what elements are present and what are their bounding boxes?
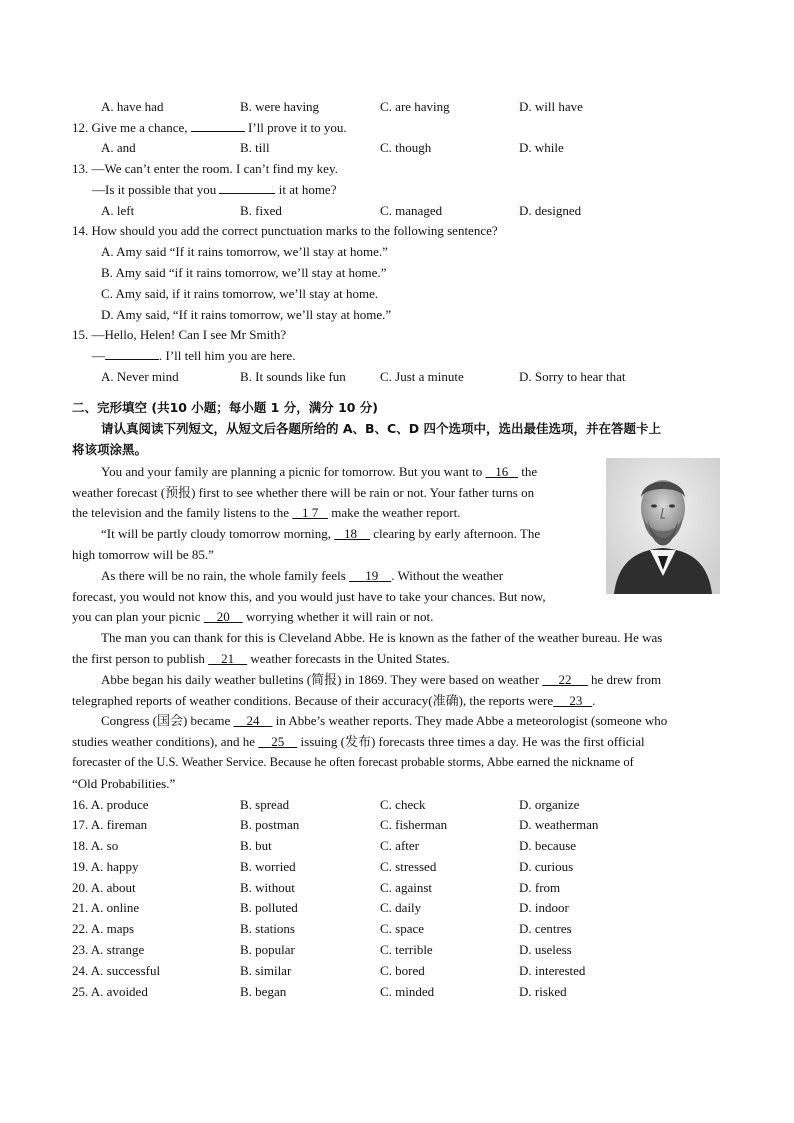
q13-option-c: C. managed — [380, 203, 443, 218]
q20-option-a: 20. A. about — [72, 880, 136, 895]
q13-line2-start: —Is it possible that you — [92, 182, 217, 197]
q11-option-d: D. will have — [519, 99, 583, 114]
q15-option-b: B. It sounds like fun — [240, 369, 346, 384]
blank-24-number: 24 — [246, 713, 260, 728]
q25-option-d: D. risked — [519, 984, 567, 999]
q17-option-a: 17. A. fireman — [72, 817, 148, 832]
blank-23-number: 23 — [569, 693, 583, 708]
passage-p3-line1 — [101, 565, 503, 586]
q22-option-b: B. stations — [240, 921, 295, 936]
q19-option-c: C. stressed — [380, 859, 437, 874]
q12-option-a: A. and — [101, 140, 136, 155]
q24-option-b: B. similar — [240, 963, 292, 978]
q16-option-c: C. check — [380, 797, 426, 812]
passage-p3-text4: worrying whether it will rain or not. — [246, 609, 434, 624]
q21-option-d: D. indoor — [519, 900, 569, 915]
blank-23 — [553, 693, 592, 708]
blank-17-number: 1 7 — [301, 505, 319, 520]
q13-blank — [219, 180, 275, 194]
q18-option-d: D. because — [519, 838, 577, 853]
passage-p4-line1: The man you can thank for this is Cleveland Abbe. He is known as the father of the weather bureau. He was — [101, 630, 663, 645]
q16-option-b: B. spread — [240, 797, 290, 812]
passage-p6-line1 — [101, 710, 667, 731]
passage-p6-text4: issuing (发布) forecasts three times a day. He was the first official — [300, 734, 645, 749]
passage-p1-text3: the television and the family listens to the — [72, 505, 289, 520]
passage-p5-line2 — [72, 690, 595, 711]
passage-p1-line2: weather forecast (预报) first to see whether there will be rain or not. Your father turns on — [72, 485, 535, 500]
passage-p6-text3: studies weather conditions), and he — [72, 734, 256, 749]
passage-p4-text2: weather forecasts in the United States. — [250, 651, 450, 666]
blank-22 — [542, 672, 588, 687]
q15-option-d: D. Sorry to hear that — [519, 369, 626, 384]
q17-option-c: C. fisherman — [380, 817, 448, 832]
q22-option-c: C. space — [380, 921, 425, 936]
q12-option-c: C. though — [380, 140, 432, 155]
passage-p3-line2: forecast, you would not know this, and you would just have to take your chances. But now, — [72, 589, 546, 604]
q14-stem: 14. How should you add the correct punctuation marks to the following sentence? — [72, 223, 498, 238]
q12-stem-end: I’ll prove it to you. — [248, 120, 347, 135]
q12-blank — [191, 118, 245, 132]
q16-option-a: 16. A. produce — [72, 797, 149, 812]
passage-p6-text2: in Abbe’s weather reports. They made Abbe a meteorologist (someone who — [275, 713, 668, 728]
q11-option-a: A. have had — [101, 99, 164, 114]
blank-20 — [204, 609, 243, 624]
blank-21 — [208, 651, 247, 666]
blank-20-number: 20 — [216, 609, 230, 624]
q15-line2-end: . I’ll tell him you are here. — [159, 348, 296, 363]
q13-option-a: A. left — [101, 203, 135, 218]
section-heading: 二、完形填空 (共10 小题；每小题 1 分，满分 10 分) — [72, 400, 379, 415]
q15-line1: 15. —Hello, Helen! Can I see Mr Smith? — [72, 327, 287, 342]
q21-option-a: 21. A. online — [72, 900, 140, 915]
q12-stem-start: 12. Give me a chance, — [72, 120, 188, 135]
q13-option-d: D. designed — [519, 203, 582, 218]
passage-p3-line3 — [72, 606, 433, 627]
passage-p6-line4: “Old Probabilities.” — [72, 776, 176, 791]
passage-p2-line2: high tomorrow will be 85.” — [72, 547, 214, 562]
passage-p6-line3: forecaster of the U.S. Weather Service. Because he often forecast probable storms, Abbe earned the nickname of — [72, 755, 634, 769]
q12-stem — [72, 117, 347, 138]
q15-line2-start: — — [92, 348, 105, 363]
q13-line1: 13. —We can’t enter the room. I can’t find my key. — [72, 161, 338, 176]
q23-option-c: C. terrible — [380, 942, 433, 957]
q21-option-b: B. polluted — [240, 900, 298, 915]
blank-25-number: 25 — [271, 734, 285, 749]
passage-p1-text2: the — [521, 464, 538, 479]
q18-option-a: 18. A. so — [72, 838, 119, 853]
q14-option-b: B. Amy said “if it rains tomorrow, we’ll stay at home.” — [101, 265, 387, 280]
q15-option-c: C. Just a minute — [380, 369, 464, 384]
blank-18 — [334, 526, 370, 541]
q19-option-b: B. worried — [240, 859, 296, 874]
q22-option-a: 22. A. maps — [72, 921, 135, 936]
q25-option-a: 25. A. avoided — [72, 984, 148, 999]
q12-option-b: B. till — [240, 140, 270, 155]
passage-p5-text1: Abbe began his daily weather bulletins (简报) in 1869. They were based on weather — [101, 672, 540, 687]
q20-option-c: C. against — [380, 880, 432, 895]
passage-p1-line3 — [72, 502, 460, 523]
passage-p6-text1: Congress (国会) became — [101, 713, 231, 728]
q24-option-d: D. interested — [519, 963, 586, 978]
passage-p5-text3: telegraphed reports of weather conditions. Because of their accuracy(准确), the reports were — [72, 693, 554, 708]
blank-19-number: 19 — [365, 568, 379, 583]
q13-option-b: B. fixed — [240, 203, 282, 218]
q14-option-a: A. Amy said “If it rains tomorrow, we’ll stay at home.” — [101, 244, 388, 259]
passage-p5-text4: . — [592, 693, 596, 708]
passage-p2-line1 — [101, 523, 540, 544]
blank-22-number: 22 — [558, 672, 572, 687]
q18-option-c: C. after — [380, 838, 419, 853]
blank-18-number: 18 — [343, 526, 357, 541]
q22-option-d: D. centres — [519, 921, 572, 936]
q20-option-b: B. without — [240, 880, 295, 895]
passage-p1-text1: You and your family are planning a picnic for tomorrow. But you want to — [101, 464, 483, 479]
q11-option-c: C. are having — [380, 99, 450, 114]
q25-option-c: C. minded — [380, 984, 435, 999]
q17-option-b: B. postman — [240, 817, 300, 832]
q14-option-d: D. Amy said, “If it rains tomorrow, we’ll stay at home.” — [101, 307, 392, 322]
q13-line2-end: it at home? — [278, 182, 337, 197]
q15-option-a: A. Never mind — [101, 369, 179, 384]
q19-option-d: D. curious — [519, 859, 574, 874]
q12-option-d: D. while — [519, 140, 564, 155]
q20-option-d: D. from — [519, 880, 561, 895]
passage-p3-text2: . Without the weather — [391, 568, 504, 583]
q15-blank — [105, 346, 159, 360]
q14-option-c: C. Amy said, if it rains tomorrow, we’ll stay at home. — [101, 286, 379, 301]
q18-option-b: B. but — [240, 838, 272, 853]
section-instruction-line1: 请认真阅读下列短文，从短文后各题所给的 A、B、C、D 四个选项中，选出最佳选项，并在答题卡上 — [101, 421, 661, 436]
q23-option-d: D. useless — [519, 942, 572, 957]
q21-option-c: C. daily — [380, 900, 422, 915]
q16-option-d: D. organize — [519, 797, 580, 812]
passage-p2-text1: “It will be partly cloudy tomorrow morning, — [101, 526, 331, 541]
passage-p4-line2 — [72, 648, 450, 669]
q11-option-b: B. were having — [240, 99, 320, 114]
q17-option-d: D. weatherman — [519, 817, 599, 832]
q19-option-a: 19. A. happy — [72, 859, 139, 874]
blank-17 — [292, 505, 328, 520]
passage-p5-line1 — [101, 669, 661, 690]
q24-option-a: 24. A. successful — [72, 963, 161, 978]
passage-p6-line2 — [72, 731, 645, 752]
passage-p2-text2: clearing by early afternoon. The — [373, 526, 541, 541]
cleveland-abbe-portrait — [606, 458, 720, 594]
passage-p1-line1 — [101, 461, 537, 482]
passage-p3-text1: As there will be no rain, the whole family feels — [101, 568, 346, 583]
q25-option-b: B. began — [240, 984, 287, 999]
q23-option-b: B. popular — [240, 942, 295, 957]
blank-19 — [349, 568, 391, 583]
passage-p3-text3: you can plan your picnic — [72, 609, 201, 624]
blank-16 — [486, 464, 519, 479]
blank-21-number: 21 — [221, 651, 235, 666]
passage-p4-text1: the first person to publish — [72, 651, 205, 666]
section-instruction-line2: 将该项涂黑。 — [72, 442, 148, 457]
q24-option-c: C. bored — [380, 963, 425, 978]
blank-24 — [234, 713, 273, 728]
q23-option-a: 23. A. strange — [72, 942, 145, 957]
q15-line2 — [92, 345, 295, 366]
passage-p5-text2: he drew from — [591, 672, 662, 687]
blank-25 — [258, 734, 297, 749]
q13-line2 — [92, 179, 336, 200]
passage-p1-text4: make the weather report. — [331, 505, 461, 520]
blank-16-number: 16 — [495, 464, 509, 479]
